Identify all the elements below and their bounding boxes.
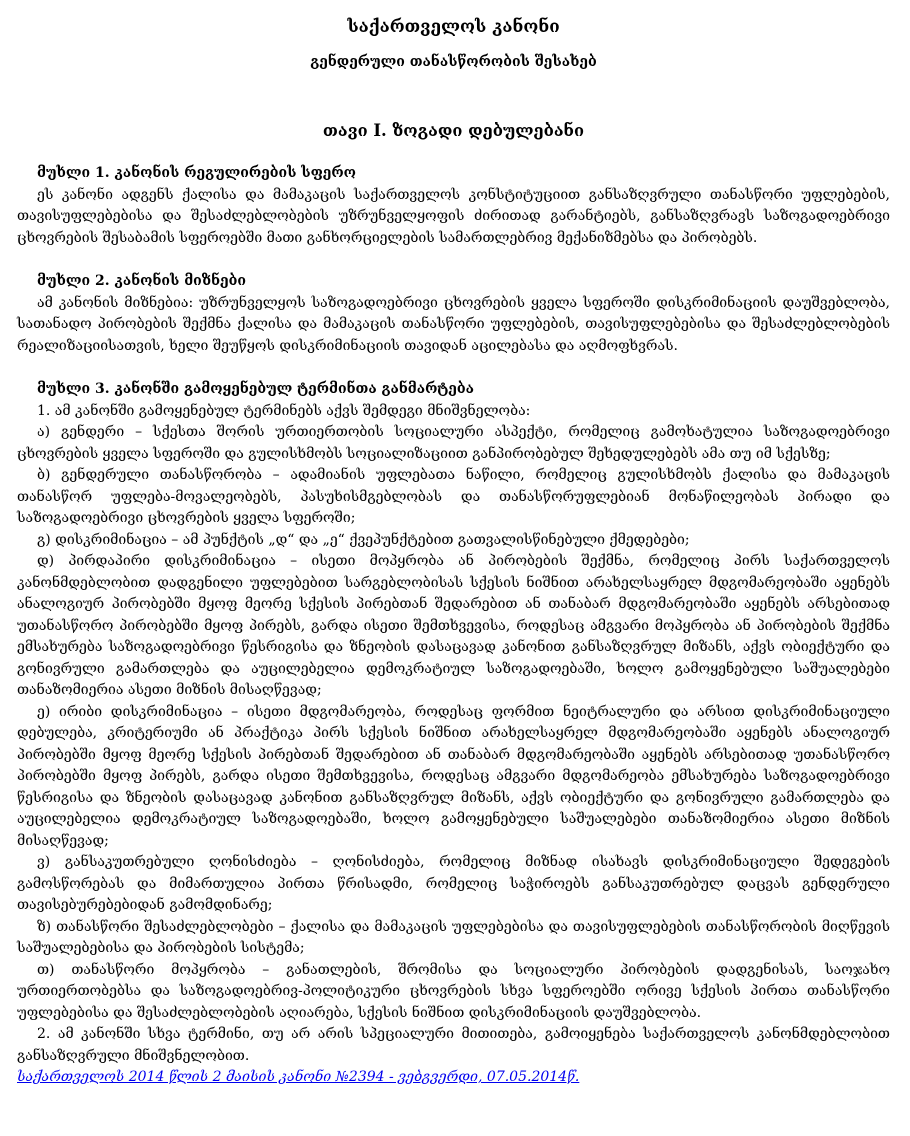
article-paragraph: ეს კანონი ადგენს ქალისა და მამაკაცის საქართველოს კონსტიტუციით განსაზღვრული თანასწორი უფლებების, თავისუფლებებისა და შესაძლებლობების უზრუნველყოფის ძირითად გარანტიებს, განსაზღვრავს საზოგადოებრივი ცხოვრების შესაბამის სფეროებში მათი განხორციელების სამართლებრივ მექანიზმებსა და პირობებს. xyxy=(17,186,890,246)
article-paragraph: გ) დისკრიმინაცია – ამ პუნქტის „დ“ და „ე“ ქვეპუნქტებით გათვალისწინებული ქმედებები; xyxy=(37,531,690,548)
article-paragraph: ე) ირიბი დისკრიმინაცია – ისეთი მდგომარეობა, როდესაც ფორმით ნეიტრალური და არსით დისკრიმინაციული დებულება, კრიტერიუმი ან პრაქტიკა პირს სქესის ნიშნით არახელსაყრელ მდგომარეობაში აყენებს ანალოგიურ პირობებში მყოფ მეორე სქესის პირებთან შედარებით ან თანაბარ მდგომარეობაში აყენებს არსებითად უთანასწორო პირობებში მყოფ პირებს, გარდა ისეთი შემთხვევისა, როდესაც ამგვარი მდგომარეობა ემსახურება საზოგადოებრივი წესრიგისა და ზნეობის დასაცავად კანონით განსაზღვრულ მიზანს, აქვს ობიექტური და გონივრული გამართლება და აუცილებელია დემოკრატიულ საზოგადოებაში, ხოლო გამოყენებული საშუალებები თანაზომიერია ასეთი მიზნის მისაღწევად; xyxy=(17,703,890,849)
article-paragraph: დ) პირდაპირი დისკრიმინაცია – ისეთი მოპყრობა ან პირობების შექმნა, რომელიც პირს საქართველოს კანონმდებლობით დადგენილი უფლებებით სარგებლობისას სქესის ნიშნით არახელსაყრელ მდგომარეობაში აყენებს ანალოგიურ პირობებში მყოფ მეორე სქესის პირებთან შედარებით ან თანაბარ მდგომარეობაში აყენებს არსებითად უთანასწორო პირობებში მყოფ პირებს, გარდა ისეთი შემთხვევისა, როდესაც ამგვარი მოპყრობა ან პირობების შექმნა ემსახურება საზოგადოებრივი წესრიგისა და ზნეობის დასაცავად კანონით განსაზღვრულ მიზანს, აქვს ობიექტური და გონივრული გამართლება და აუცილებელია დემოკრატიულ საზოგადოებაში, ხოლო გამოყენებული საშუალებები თანაზომიერია ასეთი მიზნის მისაღწევად; xyxy=(17,553,890,698)
document-title: საქართველოს კანონი xyxy=(347,17,560,37)
article-2 xyxy=(17,271,890,357)
article-3 xyxy=(17,379,890,1089)
article-title: მუხლი 3. კანონში გამოყენებულ ტერმინთა განმარტება xyxy=(37,381,474,397)
document-subtitle: გენდერული თანასწორობის შესახებ xyxy=(310,54,597,70)
article-paragraph: ამ კანონის მიზნებია: უზრუნველყოს საზოგადოებრივი ცხოვრების ყველა სფეროში დისკრიმინაციის დაუშვებლობა, სათანადო პირობების შექმნა ქალისა და მამაკაცის თანასწორი უფლებების, თავისუფლებებისა და შესაძლებლობების რეალიზაციისათვის, ხელი შეუწყოს დისკრიმინაციის თავიდან აცილებასა და აღმოფხვრას. xyxy=(17,294,890,354)
chapter-title: თავი I. ზოგადი დებულებანი xyxy=(322,120,585,140)
article-title: მუხლი 2. კანონის მიზნები xyxy=(37,273,246,289)
article-1 xyxy=(17,163,890,249)
article-paragraph: ვ) განსაკუთრებული ღონისძიება – ღონისძიება, რომელიც მიზნად ისახავს დისკრიმინაციული შედეგების გამოსწორებას და მიმართულია პირთა წრისადმი, რომელიც საჭიროებს განსაკუთრებულ დაცვას გენდერული თავისებურებებიდან გამომდინარე; xyxy=(17,854,890,913)
article-title: მუხლი 1. კანონის რეგულირების სფერო xyxy=(37,165,356,181)
amendment-link[interactable]: საქართველოს 2014 წლის 2 მაისის კანონი №2394 - ვებგვერდი, 07.05.2014წ. xyxy=(17,1069,580,1085)
article-paragraph: 2. ამ კანონში სხვა ტერმინი, თუ არ არის სპეციალური მითითება, გამოიყენება საქართველოს კანონმდებლობით განსაზღვრული მნიშვნელობით. xyxy=(17,1026,890,1064)
article-paragraph: თ) თანასწორი მოპყრობა – განათლების, შრომისა და სოციალური პირობების დადგენისას, საოჯახო ურთიერთობებსა და საზოგადოებრივ-პოლიტიკური ცხოვრების სხვა სფეროებში ორივე სქესის პირთა თანასწორი უფლებებისა და შესაძლებლობების აღიარება, სქესის ნიშნით დისკრიმინაციის დაუშვებლობა. xyxy=(17,961,890,1021)
article-paragraph: ზ) თანასწორი შესაძლებლობები – ქალისა და მამაკაცის უფლებებისა და თავისუფლებების თანასწორობის მიღწევის საშუალებებისა და პირობების სისტემა; xyxy=(17,918,890,956)
article-paragraph: ბ) გენდერული თანასწორობა – ადამიანის უფლებათა ნაწილი, რომელიც გულისხმობს ქალისა და მამაკაცის თანასწორ უფლება-მოვალეობებს, პასუხისმგებლობას და თანასწორუფლებიან მონაწილეობას პირადი და საზოგადოებრივი ცხოვრების ყველა სფეროში; xyxy=(17,467,890,526)
article-paragraph: 1. ამ კანონში გამოყენებულ ტერმინებს აქვს შემდეგი მნიშვნელობა: xyxy=(37,402,531,419)
article-paragraph: ა) გენდერი – სქესთა შორის ურთიერთობის სოციალური ასპექტი, რომელიც გამოხატულია საზოგადოებრივი ცხოვრების ყველა სფეროში და გულისხმობს სოციალიზაციით განპირობებულ შეხედულებებს ამა თუ იმ სქესზე; xyxy=(17,424,890,462)
